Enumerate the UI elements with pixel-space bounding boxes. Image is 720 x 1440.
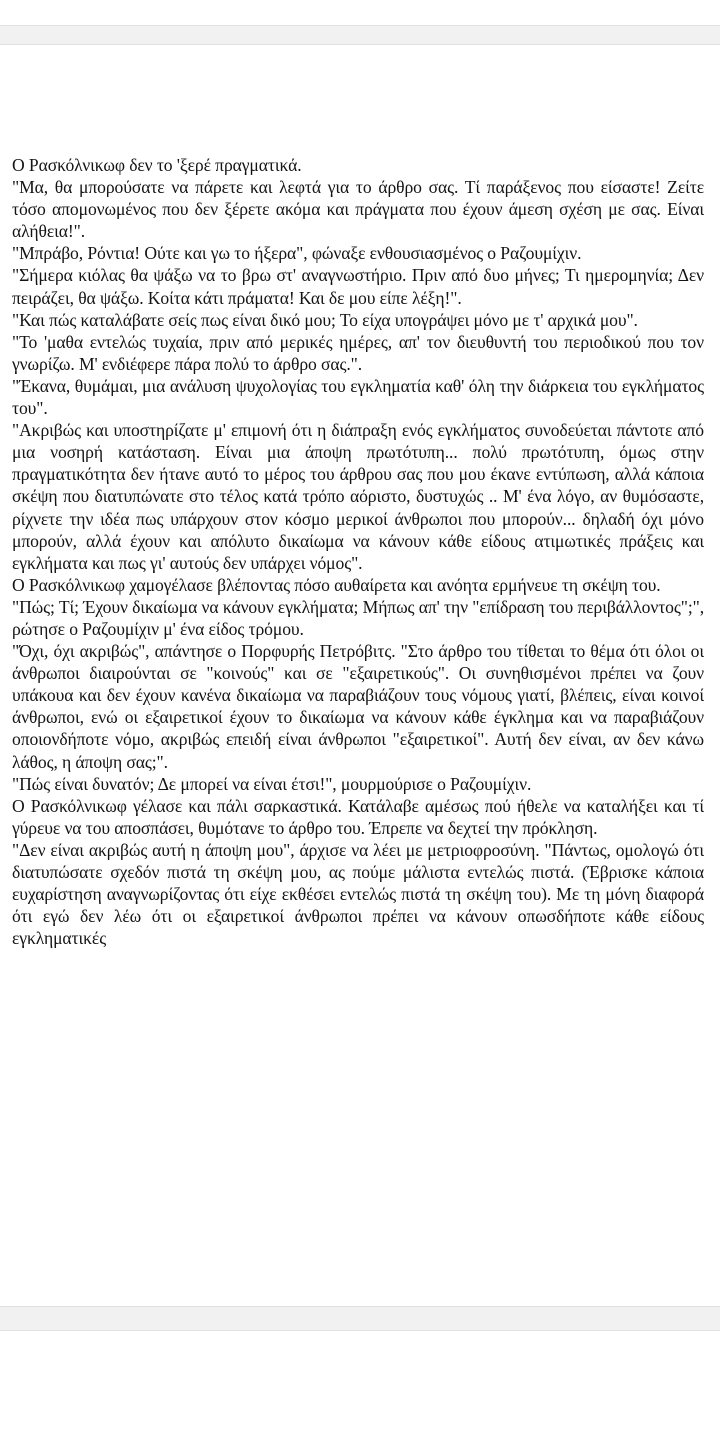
status-bar-area: [0, 0, 720, 25]
paragraph: "Πώς είναι δυνατόν; Δε μπορεί να είναι έτσι!", μουρμούρισε ο Ραζουμίχιν.: [12, 773, 532, 794]
paragraph: Ο Ρασκόλνικωφ γέλασε και πάλι σαρκαστικά. Κατάλαβε αμέσως πού ήθελε να καταλήξει και τί γύρευε να του αποσπάσει, θυμότανε το άρθρο του. Έπρεπε να δεχτεί την πρόκληση.: [12, 795, 704, 838]
paragraph: "Μπράβο, Ρόντια! Ούτε και γω το ήξερα", φώναξε ενθουσιασμένος ο Ραζουμίχιν.: [12, 243, 582, 264]
paragraph: "Ακριβώς και υποστηρίζατε μ' επιμονή ότι η διάπραξη ενός εγκλήματος συνοδεύεται πάντοτε από μια νοσηρή κατάσταση. Είναι μια άποψη πρωτότυπη... πολύ πρωτότυπη, όμως στην πραγματικότητα δεν ήτανε αυτό το μέρος του άρθρου σας που μου έκανε εντύπωση, αλλά κάποια σκέψη που διατυπώνατε στο τέλος κατά τρόπο αόριστο, δυστυχώς .. Μ' ένα λόγο, αν θυμόσαστε, ρίχνετε την ιδέα πως υπάρχουν στον κόσμο μερικοί άνθρωποι που μπορούν... δηλαδή όχι μόνο μπορούν, αλλά έχουν και απόλυτο δικαίωμα να κάνουν κάθε είδους ατιμωτικές πράξεις και εγκλήματα και πως γι' αυτούς δεν υπάρχει νόμος".: [12, 420, 704, 573]
paragraph: Ο Ρασκόλνικωφ χαμογέλασε βλέποντας πόσο αυθαίρετα και ανόητα ερμήνευε τη σκέψη του.: [12, 574, 661, 595]
paragraph: "Όχι, όχι ακριβώς", απάντησε ο Πορφυρής Πετρόβιτς. "Στο άρθρο του τίθεται το θέμα ότι όλοι οι άνθρωποι διαιρούνται σε "κοινούς" και σε "εξαιρετικούς". Οι συνηθισμένοι πρέπει να ζουν υπάκουα και δεν έχουν κανένα δικαίωμα να παραβιάζουν τους νόμους γιατί, βλέπεις, είναι κοινοί άνθρωποι, ενώ οι εξαιρετικοί έχουν το δικαίωμα να κάνουν κάθε έγκλημα και να παραβιάζουν οποιονδήποτε νόμο, ακριβώς επειδή είναι άνθρωποι "εξαιρετικοί". Αυτή δεν είναι, αν δεν κάνω λάθος, η άποψη σας;".: [12, 641, 704, 772]
top-page-separator: [0, 25, 720, 45]
paragraph: "Το 'μαθα εντελώς τυχαία, πριν από μερικές ημέρες, απ' τον διευθυντή του περιοδικού που τον γνωρίζω. Μ' ενδιέφερε πάρα πολύ το άρθρο σας.".: [12, 331, 704, 374]
paragraph: "Πώς; Τί; Έχουν δικαίωμα να κάνουν εγκλήματα; Μήπως απ' την "επίδραση του περιβάλλοντος";", ρώτησε ο Ραζουμίχιν μ' ένα είδος τρόμου.: [12, 596, 704, 639]
paragraph: "Σήμερα κιόλας θα ψάξω να το βρω στ' αναγνωστήριο. Πριν από δυο μήνες; Τι ημερομηνία; Δεν πειράζει, θα ψάξω. Κοίτα κάτι πράματα! Και δε μου είπε λέξη!".: [12, 265, 704, 308]
next-page-area: [0, 1331, 720, 1440]
document-page[interactable]: [0, 46, 720, 1304]
bottom-page-separator: [0, 1306, 720, 1331]
document-text: [12, 154, 704, 949]
paragraph: Ο Ρασκόλνικωφ δεν το 'ξερέ πραγματικά.: [12, 155, 302, 175]
paragraph: "Δεν είναι ακριβώς αυτή η άποψη μου", άρχισε να λέει με μετριοφροσύνη. "Πάντως, ομολογώ ότι διατυπώσατε σχεδόν πιστά τη σκέψη μου, ας πούμε μάλιστα εντελώς πιστά. (Έβρισκε κάποια ευχαρίστηση αναγνωρίζοντας ότι είχε εκθέσει εντελώς πιστά τη σκέψη του). Με τη μόνη διαφορά ότι εγώ δεν λέω ότι οι εξαιρετικοί άνθρωποι πρέπει να κάνουν οπωσδήποτε κάθε είδους εγκληματικές: [12, 839, 704, 949]
paragraph: "Έκανα, θυμάμαι, μια ανάλυση ψυχολογίας του εγκληματία καθ' όλη την διάρκεια του εγκλήματος του".: [12, 375, 704, 419]
paragraph: "Μα, θα μπορούσατε να πάρετε και λεφτά για το άρθρο σας. Τί παράξενος που είσαστε! Ζείτε τόσο απομονωμένος που δεν ξέρετε ακόμα και πράγματα που έχουν άμεση σχέση με σας. Είναι αλήθεια!".: [12, 177, 704, 242]
paragraph: "Και πώς καταλάβατε σείς πως είναι δικό μου; Το είχα υπογράψει μόνο με τ' αρχικά μου".: [12, 309, 638, 330]
